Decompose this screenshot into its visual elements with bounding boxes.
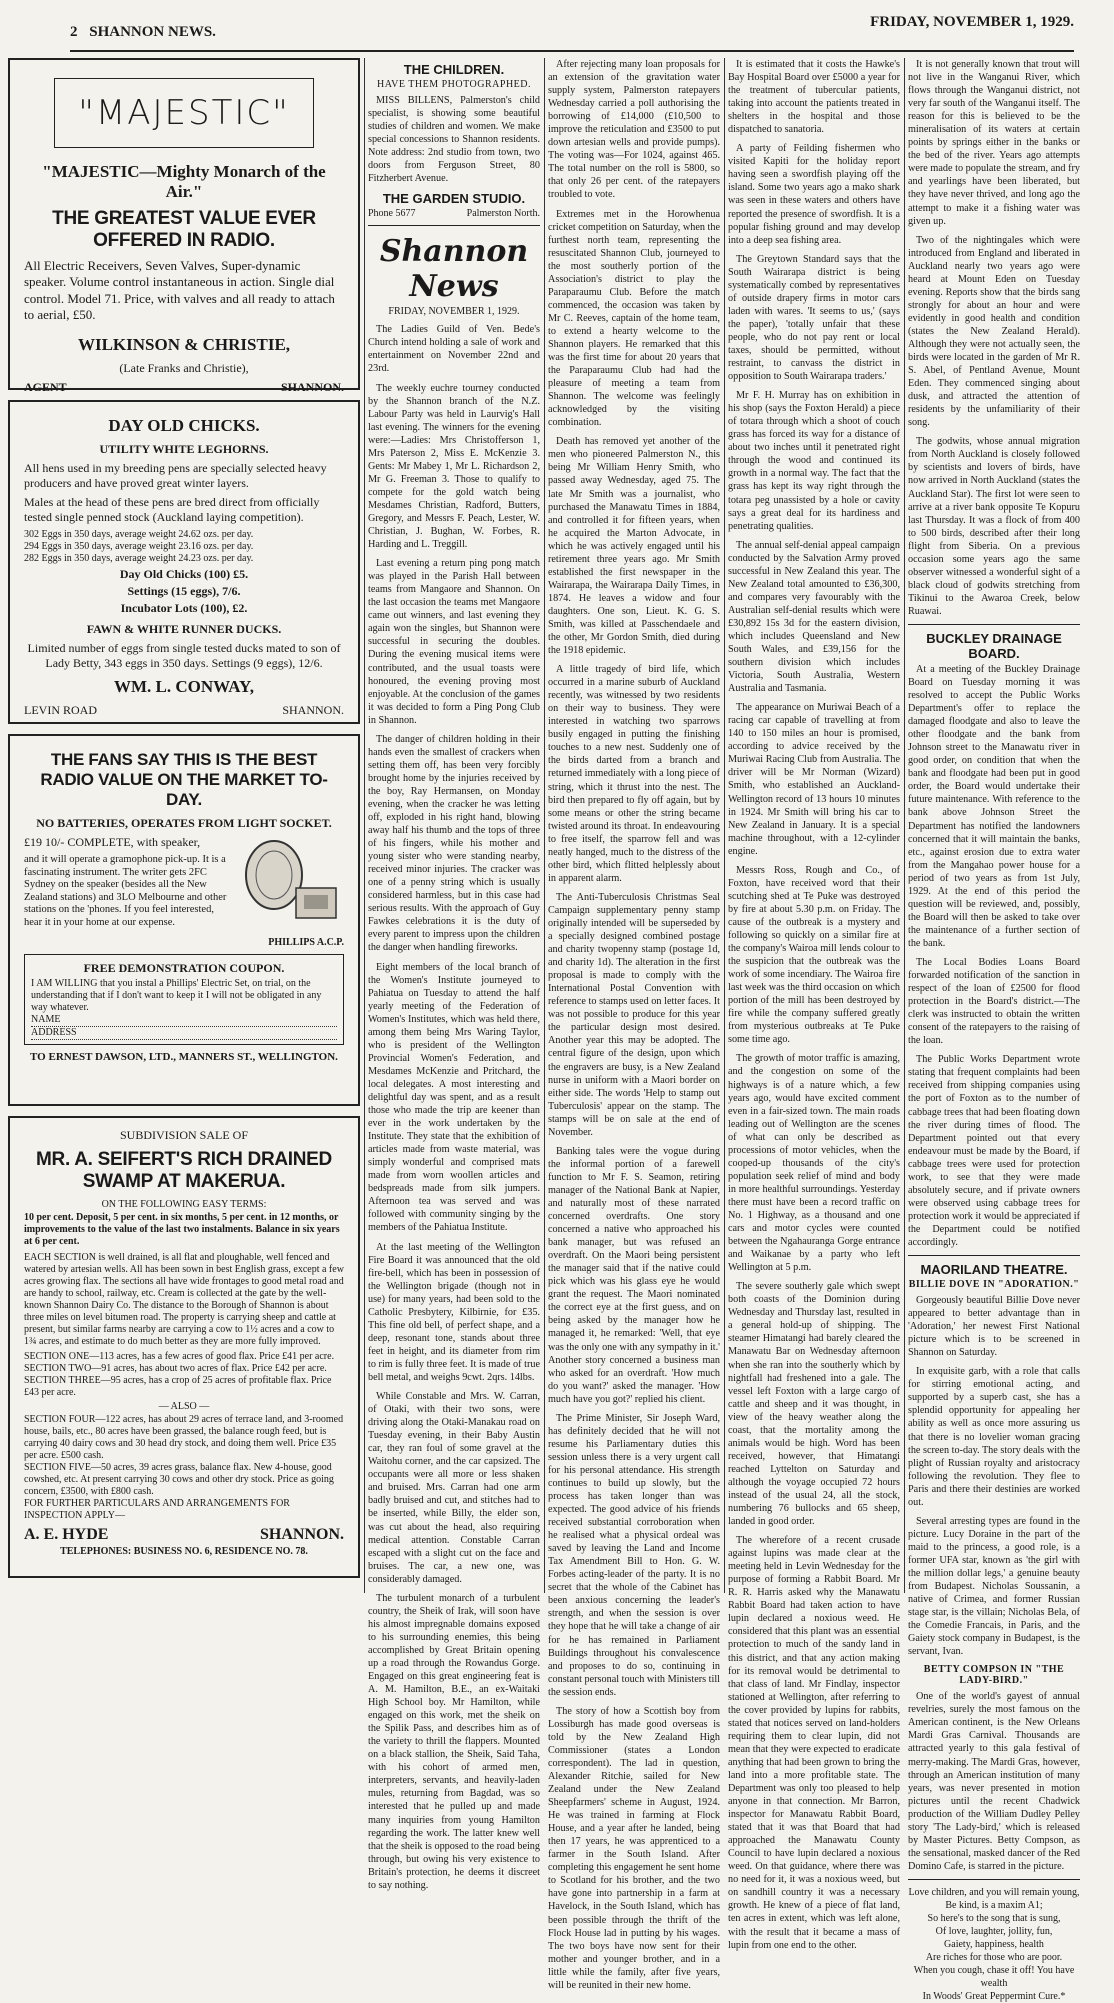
ducks-text: Limited number of eggs from single tested ducks mated to son of Lady Betty, 343 eggs in 350 days. Settings (9 eggs), 12/6. (27, 641, 341, 670)
article-paragraph: Messrs Ross, Rough and Co., of Foxton, have received word that their scutching shed at Te Puke was destroyed by fire at about 5.30 p.m. on Friday. The cause of the outbreak is a mystery and following so quickly on a similar fire at the company's Wairoa mill lends colour to the suspicion that the outbreak was the work of some incendiary. The Wairoa fire last week was the third occasion on which portion of the mill has been destroyed by fire while the company suffered greatly from mysterious outbreaks at Te Puke some time ago. (728, 864, 900, 1046)
chicks-price: Day Old Chicks (100) £5. (119, 567, 249, 581)
majestic-firm-sub: (Late Franks and Christie), (119, 361, 249, 375)
article-paragraph: Eight members of the local branch of the Women's Institute journeyed to Pahiatua on Tuesday to attend the half yearly meeting of the Federation of Women's Institutes, which was held there, among them being Mrs Waring Taylor, who is president of the Wellington Provincial Women's Federation, and Mesdames McKenzie and Pritchard, the local delegates. A most interesting and delightful day was spent, and as a result those who made the trip are keener than ever in the work undertaken by the Institute. They state that the exhibition of articles made from waste material, was simply wonderful and comprised mats made from worn woollen articles and bedspreads made from silk jumpers. Afternoon tea was served and was followed with community singing by the members of the Pahiatua Institute. (368, 961, 540, 1234)
poem-line: Be kind, is a maxim A1; (945, 1899, 1043, 1911)
paper-name: SHANNON NEWS. (89, 24, 216, 40)
majestic-ad (8, 58, 360, 394)
chicks-p2: Males at the head of these pens are bred direct from officially tested single penned stock (Auckland laying competition). (24, 495, 320, 524)
column-rule (544, 58, 545, 1593)
chicks-title: DAY OLD CHICKS. (108, 416, 260, 435)
article-paragraph: Two of the nightingales which were introduced from England and liberated in Auckland nearly two years ago were heard at Mount Eden on Tuesday evening. Reports show that the birds sang strongly for about an hour and were evidently in good health and condition (states the New Zealand Herald). Although they were not actually seen, the birds were located in the garden of Mr R. S. Abel, of Pentland Avenue, Mount Eden. They commenced singing about dusk, and attracted the attention of residents by the unfamiliarity of their song. (908, 234, 1080, 429)
chicks-price: Incubator Lots (100), £2. (120, 601, 248, 615)
divider (908, 1255, 1080, 1256)
majestic-logo (54, 78, 314, 148)
article-paragraph: It is estimated that it costs the Hawke's Bay Hospital Board over £5000 a year for the treatment of tubercular patients, taking into account the patients treated in shelters in the hospital and those dispatched to sanatoria. (728, 59, 900, 136)
studio-name: THE GARDEN STUDIO. (382, 191, 526, 207)
article-paragraph: One of the world's gayest of annual revelries, surely the most famous on the American continent, is the New Orleans Mardi Gras Carnival. Thousands are attracted yearly to this gala festival of merry-making. The Mardi Gras, however, through an American institution of many years, was never presented in motion pictures until the recent Chadwick production of the William Dudley Pelley story 'The Lady-bird,' which is released by Master Pictures. Betty Compson, as the sensational, masked dancer of the Red Domino Cafe, is starred in the picture. (908, 1691, 1080, 1872)
chicks-stat: 294 Eggs in 350 days, average weight 23.16 ozs. per day. (24, 541, 254, 552)
article-paragraph: Extremes met in the Horowhenua cricket competition on Saturday, when the furthest north team, representing the resuscitated Shannon Club, journeyed to the most southerly portion of the Association's district to play the Paraparaumu Club. Before the match commenced, the occasion was taken by Mr C. Reeves, captain of the home team, to extend a hearty welcome to the Shannon players. He remarked that this was the first time for about 20 years that the Paraparaumu Club had had the pleasure of meeting a team from Shannon. The welcome was feelingly acknowledged by the visiting combination. (548, 208, 720, 429)
coupon-name-label: NAME (31, 1014, 61, 1025)
swamp-terms: 10 per cent. Deposit, 5 per cent. in six months, 5 per cent. in 12 months, or improvements to the value of the last two instalments. Balance in six years at 6 per cent. (24, 1212, 340, 1247)
poem-line: Gaiety, happiness, health (944, 1938, 1044, 1950)
theatre-heading: MAORILAND THEATRE. (920, 1262, 1068, 1278)
swamp-kicker: SUBDIVISION SALE OF (119, 1128, 248, 1142)
swamp-phones: TELEPHONES: BUSINESS NO. 6, RESIDENCE NO. 78. (60, 1546, 308, 1557)
page-header (70, 14, 1074, 52)
radio-sub: NO BATTERIES, OPERATES FROM LIGHT SOCKET. (36, 816, 332, 830)
news-column-4 (728, 58, 900, 1951)
swamp-terms-head: ON THE FOLLOWING EASY TERMS: (101, 1199, 267, 1210)
swamp-title: MR. A. SEIFERT'S RICH DRAINED SWAMP AT MAKERUA. (36, 1149, 332, 1192)
betty-heading: BETTY COMPSON IN "THE LADY-BIRD." (923, 1664, 1065, 1687)
article-paragraph: Several arresting types are found in the picture. Lucy Doraine in the part of the maid to the princess, a good role, is a former UFA star, known as 'the girl with the million dollar legs,' a genuine beauty from Budapest. Nicholas Soussanin, a native of Crimea, and former Russian stage star, is the villain; Nicholas Bela, of the Comedie Francais, in Paris, and the Gaiety stock company in Budapest, is the servant, Ivan. (908, 1515, 1080, 1658)
children-text: MISS BILLENS, Palmerston's child specialist, is showing some beautiful studies of children and women. We make special concessions to Shannon residents. Note address: 2nd studio from town, two doors from Ferguson Street, 80 Fitzherbert Avenue. (368, 95, 540, 185)
poem-line: Of love, laughter, jollity, fun, (935, 1925, 1053, 1937)
swamp-section-two: SECTION TWO—91 acres, has about two acres of flax. Price £42 per acre. (24, 1363, 327, 1374)
majestic-agent-row (24, 380, 344, 395)
chicks-place: SHANNON. (282, 703, 344, 717)
article-paragraph: Gorgeously beautiful Billie Dove never appeared to better advantage than in 'Adoration,' her newest First National picture which is to be screened in Shannon on Saturday. (908, 1295, 1080, 1359)
divider (908, 624, 1080, 625)
article-paragraph: The annual self-denial appeal campaign conducted by the Salvation Army proved successful in New Zealand this year. The New Zealand total amounted to £36,300, and compares very favourably with the Australian self-denial results which were £30,892 15s 3d for the eastern division, which includes Queensland and New South Wales, and £39,156 for the southern division which includes Victoria, South Australia, Western Australia and Tasmania. (728, 539, 900, 695)
article-paragraph: Last evening a return ping pong match was played in the Parish Hall between teams from Mangaore and Shannon. On the last occasion the teams met Mangaore came out winners, and last evening they again won the singles, but Shannon were successful in securing the doubles. During the evening musical items were contributed, and the usual toasts were honoured, the evening proving most enjoyable. At the conclusion of the games it was decided to form a Ping Pong Club in Shannon. (368, 558, 540, 726)
chicks-road: LEVIN ROAD (24, 703, 97, 717)
chicks-seller: WM. L. CONWAY, (114, 677, 254, 696)
article-paragraph: At a meeting of the Buckley Drainage Board on Tuesday morning it was resolved to accept the Public Works Department's offer to replace the damaged floodgate and also to leave the other floodgate and the bank from Johnson street to the Manawatu river in good order, on condition that when the bank and floodgate had been put in good order, the Board would undertake their future maintenance. With reference to the bank above Johnson Street the Department has notified the landowners concerned that it will maintain the banks, etc., against erosion due to extra water from the Mangahao power house for a period of two years as from 1st July, 1929. At the end of this period the question will be reviewed, and, possibly, the Board will then be asked to take over the maintenance of a further section of the bank. (908, 663, 1080, 949)
article-paragraph: The growth of motor traffic is amazing, and the congestion on some of the highways is of a nature which, a few years ago, would have excited comment even in a fair-sized town. The main roads leading out of Wellington are the scenes of what can only be described as processions of motor vehicles, when the cooped-up thousands of the city's population seek relief of mind and body in more healthful surroundings. Yesterday there must have been a record traffic on No. 1 Highway, as a thousand and one cars and motor cycles were counted between the Ngahauranga Gorge entrance and Waikanae by a party who left Wellington at 5 p.m. (728, 1053, 900, 1274)
advertisements-column (8, 58, 360, 1593)
column-rule (904, 58, 905, 1593)
article-paragraph: A party of Feilding fishermen who visited Kapiti for the holiday report having seen a swordfish playing off the island. Some two years ago a mako shark was seen in these waters and others have reported the presence of swordfish. It is a popular fishing ground and may develop into a deep sea fishing area. (728, 143, 900, 246)
radio-set-photo (234, 833, 344, 933)
divider (368, 225, 540, 226)
children-subheading: HAVE THEM PHOTOGRAPHED. (376, 79, 531, 90)
chicks-stat: 282 Eggs in 350 days, average weight 24.23 ozs. per day. (24, 553, 254, 564)
chicks-ad (8, 400, 360, 724)
chicks-price: Settings (15 eggs), 7/6. (127, 584, 241, 598)
majestic-place: SHANNON. (280, 380, 344, 394)
poem-line: In Woods' Great Peppermint Cure.* (922, 1990, 1066, 2002)
radio-body: and it will operate a gramophone pick-up. It is a fascinating instrument. The writer gets 2FC Sydney on the speaker (besides all the New Zealand stations) and 3LO Melbourne and other stations on the 'phones. If you feel interested, hear it in your home at our expense. (24, 854, 227, 928)
buckley-heading: BUCKLEY DRAINAGE BOARD. (926, 630, 1062, 661)
studio-phone: Phone 5677 (368, 208, 416, 220)
poem-line: Are riches for those who are poor. (925, 1951, 1063, 1963)
chicks-address-row (24, 703, 344, 718)
article-paragraph: The severe southerly gale which swept both coasts of the Dominion during Wednesday and Thursday last, resulted in a general hold-up of shipping. The steamer Himatangi had barely cleared the Manawatu Bar on Wednesday afternoon when she ran into the southerly which by nightfall had freshened into a gale. The vessel left Foxton with a large cargo of cattle and sheep and it was thought, in view of the heavy weather along the coast, that the mortality among the animals would be high. Word has been received, however, that Himatangi reached Lyttelton on Saturday and although the voyage occupied 72 hours instead of the usual 24, all the stock, numbering 76 bullocks and 65 sheep, landed in good order. (728, 1281, 900, 1528)
article-paragraph: The danger of children holding in their hands even the smallest of crackers when setting them off, has been very forcibly brought home by the injuries received by the boy, Ray Hermansen, on Monday evening, when the cracker he was letting off, exploded in his right hand, blowing away half his thumb and the tops of three of his fingers, while his mother and young sister who were standing nearby, received minor injuries. The cracker was one of a penny string which is usually considered harmless, but in this case had serious results. With the approach of Guy Fawkes celebrations it is the duty of every parent to impress upon the children the danger when handling fireworks. (368, 733, 540, 954)
article-paragraph: The godwits, whose annual migration from North Auckland is closely followed by scientists and lovers of birds, have now arrived in North Auckland (states the Auckland Star). The first lot were seen to arrive at a river bank opposite Te Kopuru last Thursday. It was a flock of from 400 to 500 birds, described after their long flight from Siberia. On a previous occasion some years ago the same observer witnessed a wonderful sight of a black cloud of godwits stretching from Tikinui to the Awaroa Creek, below Ruawai. (908, 436, 1080, 617)
article-paragraph: A little tragedy of bird life, which occurred in a marine suburb of Auckland recently, was witnessed by two residents on their way to business. They were interested in watching two sparrows busily engaged in putting the finishing touches to a new nest. Suddenly one of the birds darted from a branch and returned immediately with a long piece of string, which it thrust into the nest. The bird then prepared to fly off again, but by some means or other the string became twisted around its throat. In endeavouring to free itself, the sparrow fell and was neatly hanged, much to the distress of the other bird, which flitted helplessly about in apparent alarm. (548, 664, 720, 884)
chicks-p1: All hens used in my breeding pens are specially selected heavy producers and have proved great winter layers. (24, 461, 327, 490)
article-paragraph: The appearance on Muriwai Beach of a racing car capable of travelling at from 140 to 150 miles an hour is promised, according to advice received by the Muriwai Racing Club from Australia. The driver will be Mr Norman (Wizard) Smith, who established an Auckland-Wellington record of 13 hours 10 minutes in 1924. Mr Smith will bring his car to New Zealand in January. It is a special machine throughout, with a 12-cylinder engine. (728, 702, 900, 857)
children-heading: THE CHILDREN. (403, 62, 505, 77)
page-header-left (70, 24, 216, 41)
page-number: 2 (70, 24, 78, 40)
swamp-sale-ad (8, 1116, 360, 1578)
majestic-firm: WILKINSON & CHRISTIE, (77, 335, 291, 354)
coupon-address-label: ADDRESS (31, 1027, 77, 1038)
coupon-title: FREE DEMONSTRATION COUPON. (83, 961, 285, 975)
swamp-more: FOR FURTHER PARTICULARS AND ARRANGEMENTS FOR INSPECTION APPLY— (24, 1498, 290, 1521)
divider (908, 1879, 1080, 1880)
news-column-3 (548, 58, 720, 1991)
swamp-section-four: SECTION FOUR—122 acres, has about 29 acres of terrace land, and 3-roomed house, bails, etc., 80 acres have been grassed, the balance rough feed, but is carrying 40 dairy cows and 30 head dry stock, and doing them well. Price £35 per acre. £500 cash. (24, 1414, 344, 1461)
billie-heading: BILLIE DOVE IN "ADORATION." (908, 1279, 1080, 1291)
article-paragraph: In exquisite garb, with a role that calls for stirring emotional acting, and supported by a superb cast, she has a splendid opportunity for appealing her ability as well as once more assuring us that there is no lovelier woman gracing the screen to-day. The story deals with the plight of Russian royalty and aristocracy following the revolution. They flee to Paris and there their destinies are worked out. (908, 1366, 1080, 1508)
radio-to: TO ERNEST DAWSON, LTD., MANNERS ST., WELLINGTON. (30, 1051, 338, 1063)
chicks-subtitle: UTILITY WHITE LEGHORNS. (99, 442, 269, 456)
poem-line: Love children, and you will remain young, (908, 1886, 1080, 1898)
majestic-tagline: "MAJESTIC—Mighty Monarch of the Air." (42, 162, 326, 201)
studio-contact (368, 208, 540, 219)
swamp-section-five: SECTION FIVE—50 acres, 39 acres grass, balance flax. New 4-house, good cowshed, etc. At present carrying 30 cows and other dry stock. Price as going concern, £3500, with £800 cash. (24, 1462, 334, 1497)
article-paragraph: The Local Bodies Loans Board forwarded notification of the sanction in respect of the loan of £2500 for flood protection in the Board's district.—The clerk was instructed to obtain the written consent of the ratepayers to the raising of the loan. (908, 957, 1080, 1047)
studio-town: Palmerston North. (466, 208, 540, 220)
article-paragraph: It is not generally known that trout will not live in the Wanganui River, which flows through the Wanganui district, not very far south of the Wanganui itself. The reason for this is believed to be the mineralisation of its waters at certain points by springs either in the banks or the bed of the river. Years ago attempts were made to populate the stream, and fry and yearlings have been liberated, but they have never thrived, and long ago the attempt to make it a fishing water was given up. (908, 59, 1080, 227)
poem-line: So here's to the song that is sung, (927, 1912, 1061, 1924)
article-paragraph: After rejecting many loan proposals for an extension of the gravitation water supply system, Palmerston ratepayers Wednesday carried a poll authorising the borrowing of £14,000 (£10,500 to improve the reticulation and £3500 to put down artesian wells and provide pumps). The voting was—For 1024, against 465. The total number on the roll is 5800, so that only 26 per cent. of the ratepayers troubled to vote. (548, 59, 720, 201)
article-paragraph: Banking tales were the vogue during the informal portion of a farewell function to Mr F. S. Seamon, retiring manager of the National Bank at Napier, and naturally most of these narrated concerned overdrafts. One story concerned a native who approached his bank manager, but was refused an overdraft. On the Maori being persistent the manager said that if the native could pick which was his glass eye he would grant the request. The Maori nominated the correct eye at the first guess, and on being asked by the manager how he managed it, he remarked: 'Well, that eye was the only one with any sympathy in it.' Another story concerned a business man who asked for an overdraft. 'How much do you want?' asked the manager. 'How much have you got?' replied his client. (548, 1145, 720, 1405)
issue-date: FRIDAY, NOVEMBER 1, 1929. (870, 14, 1074, 30)
ducks-title: FAWN & WHITE RUNNER DUCKS. (86, 622, 282, 636)
column-rule (724, 58, 725, 1593)
article-paragraph: At the last meeting of the Wellington Fire Board it was announced that the old fire-bell, which has been in possession of the Wellington brigade (though not in use) for many years, had been sold to the Catholic Presbytery, Kilbirnie, for £35. This fine old bell, of perfect shape, and a deep, resonant tone, stands about three feet in height, and its diameter from rim to rim is fully three feet. It is made of true bell metal, and weighs 9cwt. 2qrs. 14lbs. (368, 1241, 540, 1383)
swamp-place: SHANNON. (259, 1526, 344, 1543)
article-paragraph: Mr F. H. Murray has on exhibition in his shop (says the Foxton Herald) a piece of totara through which a shoot of couch grass has forced its way for a distance of about two inches until it penetrated right through the wood and continued its growth in a normal way. The fact that the grass has kept its way right through the totara peg unassisted by a hole or cavity says a great deal for its hardiness and penetrating qualities. (728, 390, 900, 532)
article-paragraph: While Constable and Mrs. W. Carran, of Otaki, with their two sons, were driving along the Otaki-Manakau road on Tuesday evening, in their Baby Austin car, they ran foul of some gravel at the Waitohu corner, and the car capsized. The occupants were all more or less shaken and bruised. Mrs. Carran had one arm badly bruised and cut, and stitches had to be inserted, while Billy, the elder son, was cut about the head, also requiring medical attention. Constable Carran escaped with a slight cut on the face and bruises. The car, a new one, was considerably damaged. (368, 1391, 540, 1585)
coupon-name-field[interactable] (31, 1014, 337, 1027)
article-paragraph: The weekly euchre tourney conducted by the Shannon branch of the N.Z. Labour Party was held in Laurvig's Hall last evening. The winners for the evening were:—Ladies: Mrs Christofferson 1, Mrs Paterson 2, Miss E. McKenzie 3. Gents: Mr Mabey 1, Mr L. Richardson 2, Mr G. Freeman 3. Those to qualify to compete for the gold watch being Mesdames Christian, Radford, Butters, Gregory, and Messrs F. Peach, Lester, W. Christian, J. Bughan, W. Forbes, R. Harding and L. Treggill. (368, 382, 540, 551)
coupon-address-field[interactable] (31, 1027, 337, 1040)
swamp-section-one: SECTION ONE—113 acres, has a few acres of good flax. Price £41 per acre. (24, 1351, 335, 1362)
article-paragraph: The Ladies Guild of Ven. Bede's Church intend holding a sale of work and entertainment on November 22nd and 23rd. (368, 324, 540, 375)
chicks-stat: 302 Eggs in 350 days, average weight 24.62 ozs. per day. (24, 529, 254, 540)
article-paragraph: The story of how a Scottish boy from Lossiburgh has made good overseas is told by the New Zealand High Commissioner (states a London correspondent). The lad in question, Alexander Ritchie, sailed for New Zealand under the New Zealand Sheepfarmers' scheme in August, 1924. He was trained in farming at Flock House, and a year after he landed, being then 17 years, he was apprenticed to a farmer in the South Island. After completing this engagement he sent home to Scotland for his brother, and the two have gone into partnership in a farm at Havelock, in the South Island, which has been possible through the thrift of the Flock House lad in putting by his wages. The two boys have now sent for their mother and younger brother, and in a little while the family, after five years, will be reunited in their new home. (548, 1705, 720, 1991)
swamp-also: — ALSO — (158, 1401, 210, 1412)
news-column-5 (908, 58, 1080, 2002)
majestic-agent-label: AGENT (24, 380, 67, 394)
majestic-body: All Electric Receivers, Seven Valves, Super-dynamic speaker. Volume control instantaneous in action. Single dial control. Model 71. Price, with valves and all ready to attach to aerial, £50. (24, 258, 335, 322)
masthead: Shannon News (379, 234, 529, 305)
coupon-text: I AM WILLING that you instal a Phillips' Electric Set, on trial, on the understanding that if I don't want to keep it I will not be obligated in any way whatever. (31, 978, 322, 1013)
majestic-logo-text: "MAJESTIC" (78, 93, 290, 133)
radio-caption: PHILLIPS A.C.P. (268, 937, 344, 948)
dateline: FRIDAY, NOVEMBER 1, 1929. (388, 306, 520, 318)
majestic-headline: THE GREATEST VALUE EVER OFFERED IN RADIO. (52, 208, 316, 251)
article-paragraph: The Anti-Tuberculosis Christmas Seal Campaign supplementary penny stamp originally intended will be superseded by a specially designed combined postage and charity twopenny stamp (postage 1d, and charity 1d). The alteration in the first proposal is made to comply with the International Postal Convention with reference to stamps used on letter faces. It was not possible to produce for this year the particular design most desired. Another year this may be adopted. The central figure of the design, upon which the engravers are busy, is a New Zealand nurse in uniform with a Maori border on either side. The words 'Help to stamp out Tuberculosis' appear on the stamp. The stamps will be on sale at the end of November. (548, 891, 720, 1138)
column-rule (364, 58, 365, 1593)
poem-line: When you cough, chase it off! You have wealth (913, 1964, 1075, 1989)
radio-headline: THE FANS SAY THIS IS THE BEST RADIO VALUE ON THE MARKET TO-DAY. (40, 750, 328, 809)
article-paragraph: The Prime Minister, Sir Joseph Ward, has definitely decided that he will not resume his Parliamentary duties this session unless there is a very urgent call for his personal attendance. His strength continues to build up slowly, but the process has taken longer than was expected. The good advice of his friends received substantial corroboration when he realised what a physical ordeal was saved by leaving the Land and Income Tax Amendment Bill to Hon. G. W. Forbes acting-leader of the party. It is no secret that the whole of the Cabinet has been anxious concerning the leader's strength, and when the session is over they hope that he will take a change of air for he has remained in Parliament Buildings throughout his convalescence and proposes to do so, continuing in constant personal touch with Ministers till the session ends. (548, 1412, 720, 1698)
swamp-agent: A. E. HYDE (24, 1526, 109, 1543)
swamp-section-three: SECTION THREE—95 acres, has a crop of 25 acres of profitable flax. Price £43 per acre. (24, 1375, 332, 1398)
article-paragraph: The turbulent monarch of a turbulent country, the Sheik of Irak, will soon have his almost impregnable domains exposed to his surrounding enemies, this being accomplished by Great Britain opening up a road through the Rowandus Gorge. Engaged on this great engineering feat is A. M. Hamilton, B.E., an ex-Waitaki High School boy. Mr Hamilton, while engaged on this work, met the sheik on the Spilik Pass, and describes him as of the variety to thrill the flappers. Mounted on a black stallion, the Sheik, Said Taha, with his cohort of armed men, interpreters, servants, and heavily-laden mules, returning from Bagdad, was so interested that he pulled up and made many inquiries from young Hamilton regarding the work. The latter knew well that the sheik is opposed to the road being through, but owing his very existence to Britain's protection, he deems it discreet to say nothing. (368, 1592, 540, 1891)
news-column-2 (368, 58, 540, 1891)
poem (908, 1886, 1080, 2003)
radio-ad (8, 734, 360, 1106)
radio-price: £19 10/- COMPLETE, with speaker, (24, 835, 201, 849)
article-paragraph: The Public Works Department wrote stating that frequent complaints had been received from shipping companies using the port of Foxton as to the number of cabbage trees that had been floating down the river during times of flood. The Department pointed out that every endeavour must be made by the Board, if cabbage trees were used for protection work, to see that they were made absolutely secure, and if private owners were observed using cabbage trees for protection work it would be appreciated if the Department could be notified accordingly. (908, 1054, 1080, 1248)
demonstration-coupon (24, 954, 344, 1045)
article-paragraph: The wherefore of a recent crusade against lupins was made clear at the meeting held in Levin Wednesday for the purpose of forming a Rabbit Board. Mr R. R. Harris asked why the Manawatu Rabbit Board had taken action to have lupin declared a noxious weed. He considered that this plant was an essential protection to much of the sandy land in this district, and that any action making for its removal would be detrimental to that class of land. Mr Findlay, inspector stationed at Wellington, after referring to the cover provided by lupins for rabbits, stated that notices served on land-holders requiring them to clear lupin, did not mean that they were expected to eradicate anything that had been grown to bring the land into a more profitable state. The Department was only too pleased to help anyone in that connection. Mr Barron, inspector for Manawatu Rabbit Board, stated that it was that Board that had approached the Manawatu County Council to have lupin declared a noxious weed. On that guidance, where there was no need for it, it was a noxious weed, but on sandhill country it was a necessary growth. He knew of a piece of flat land, ten acres in extent, which was left alone, with the result that it became a mass of lupin from one end to the other. (728, 1535, 900, 1951)
swamp-agent-row (24, 1526, 344, 1544)
article-paragraph: Death has removed yet another of the men who pioneered Palmerston N., this being Mr William Henry Smith, who passed away Wednesday, aged 75. The late Mr Smith was a journalist, who purchased the Manawatu Times in 1884, and controlled it for fifteen years, when he acquired the Marton Advocate, in which he was actively engaged until his retirement three years ago. Mr Smith established the first newspaper in the Wairarapa, the Wairarapa Daily Times, in 1874. He leaves a widow and four daughters. One son, Lieut. K. G. S. Smith, was killed at Passchendaele and the other, Mr Gordon Smith, died during the 1918 epidemic. (548, 436, 720, 657)
article-paragraph: The Greytown Standard says that the South Wairarapa district is being systematically combed by representatives of outside drapery firms in motor cars laden with wares. 'It seems to us,' (says the paper), 'totally unfair that these people, who do not pay rent or local taxes, should be permitted, without restraint, to canvass the district in opposition to South Wairarapa traders.' (728, 253, 900, 383)
swamp-body: EACH SECTION is well drained, is all flat and ploughable, well fenced and watered by artesian wells. All has been sown in best English grass, except a few acres growing flax. The sections all have wide frontages to good metal road and are handy to school, railway, etc. Cream is collected at the gate by the well-known Shannon Dairy Co. The distance to the Borough of Shannon is about three miles on level bitumen road. The property is carrying sheep and cattle at present, but similar farms nearby are carrying a cow to 1½ acres and a cow to 1¾ acres, and estimate to do much better as they are more fully improved. (24, 1252, 344, 1347)
